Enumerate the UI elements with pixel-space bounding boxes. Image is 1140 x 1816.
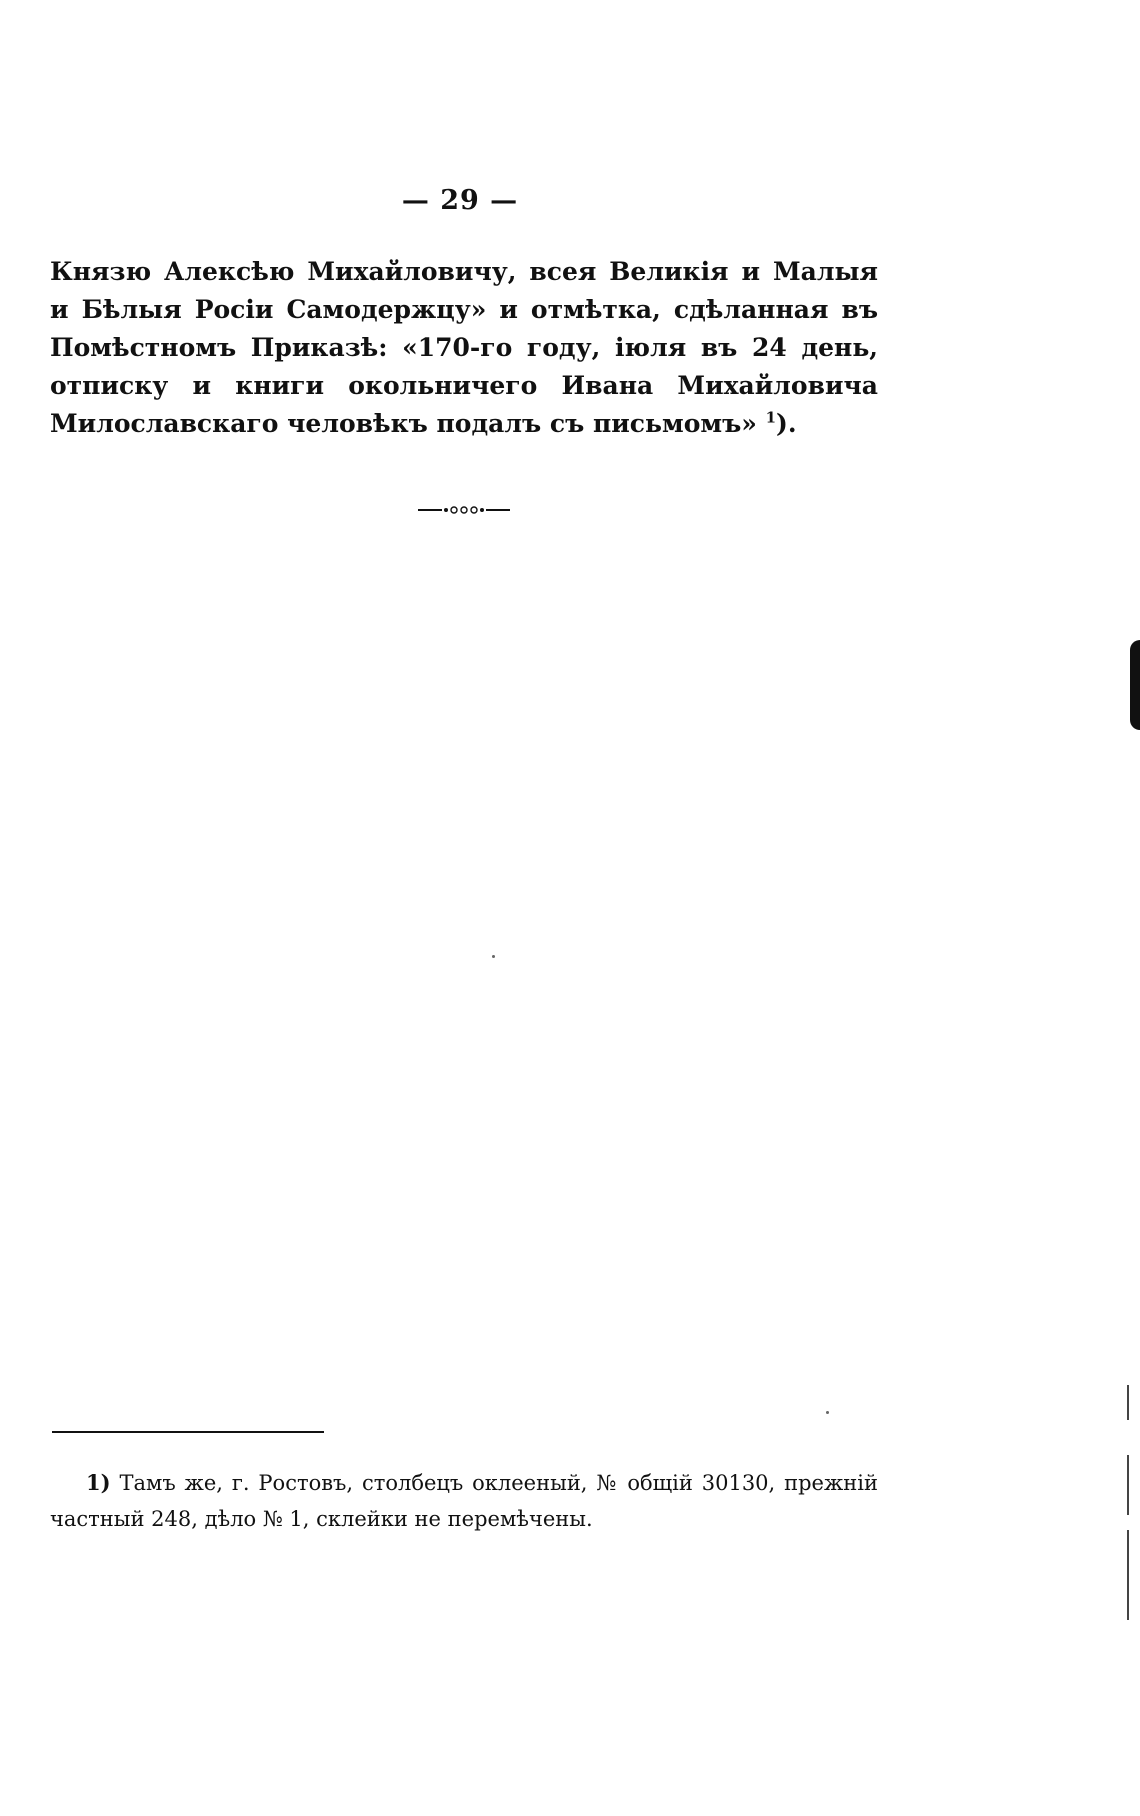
section-ornament — [418, 498, 510, 522]
footnote — [50, 1465, 878, 1537]
body-paragraph — [50, 253, 878, 443]
scan-edge-line — [1127, 1455, 1129, 1515]
body-text-main: Князю Алексѣю Михайловичу, всея Великія и Малыя и Бѣлыя Росіи Самодержцу» и отмѣтка, сдѣланная въ Помѣстномъ Приказѣ: «170-го году, іюля въ 24 день, отписку и книги окольничего Ивана Михайловича Милославскаго человѣкъ подалъ съ письмомъ» — [50, 257, 878, 438]
page-number: — 29 — — [401, 185, 519, 216]
footnote-text: Тамъ же, г. Ростовъ, столбецъ оклееный, № общій 30130, прежній частный 248, дѣло № 1, склейки не перемѣчены. — [50, 1471, 878, 1531]
scan-speck — [492, 955, 495, 958]
scan-edge-line — [1127, 1530, 1129, 1620]
footnote-reference: 1 — [765, 408, 777, 427]
body-text-end: ). — [776, 409, 797, 438]
footnote-marker: 1) — [86, 1470, 111, 1495]
scan-edge-line — [1127, 1385, 1129, 1420]
scan-speck — [826, 1411, 829, 1414]
scan-edge-mark — [1130, 640, 1140, 730]
footnote-rule — [52, 1431, 324, 1433]
